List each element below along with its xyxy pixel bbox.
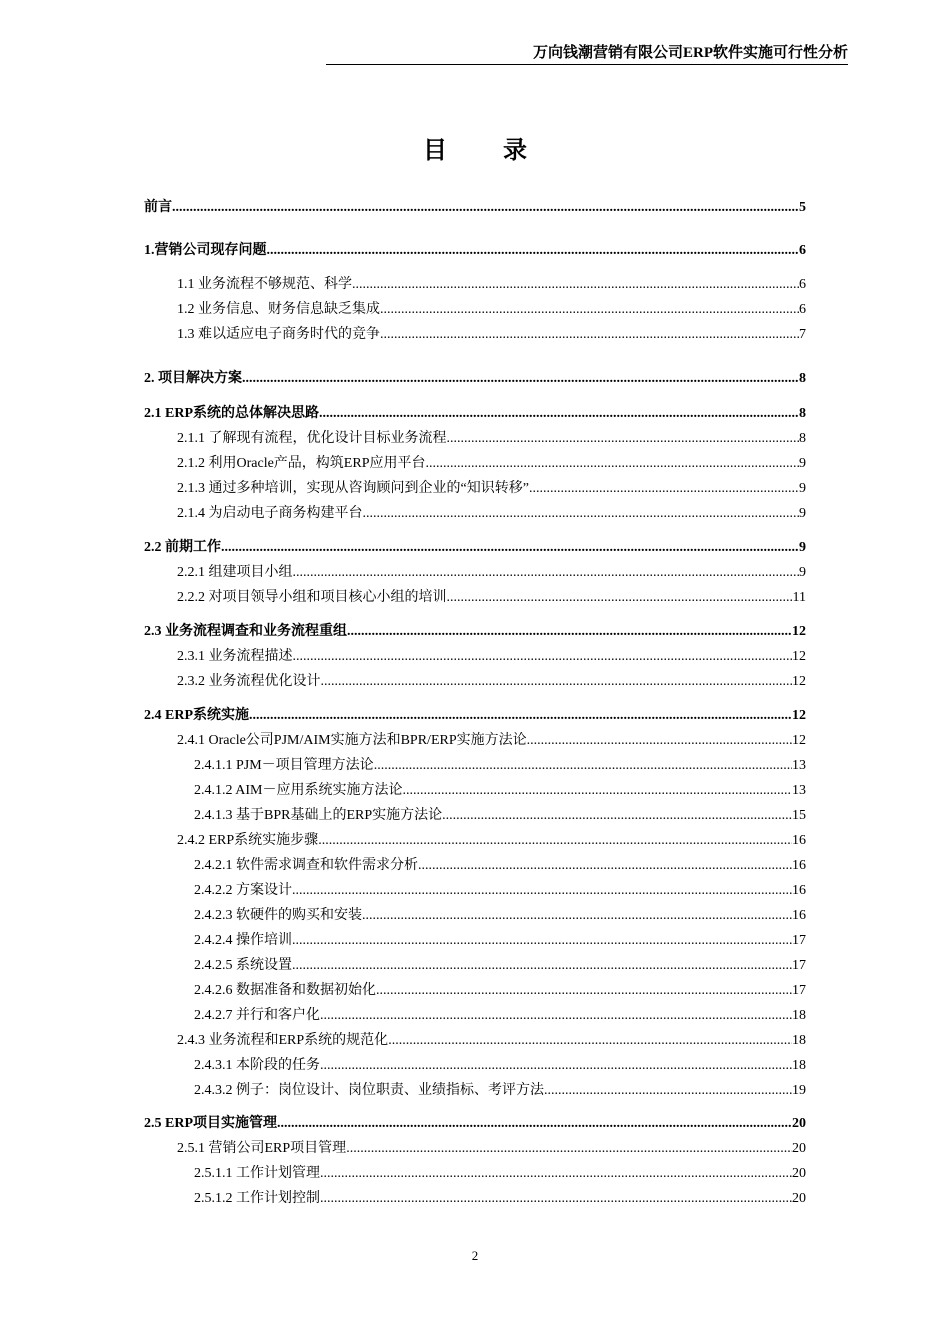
toc-entry[interactable]: [194, 906, 806, 926]
toc-entry[interactable]: [177, 731, 806, 751]
toc-entry[interactable]: [177, 831, 806, 851]
toc-entry-title: 2.5.1 营销公司ERP项目管理: [177, 1141, 347, 1156]
toc-entry[interactable]: [177, 504, 806, 524]
toc-entry-title: 2.3 业务流程调查和业务流程重组: [144, 624, 347, 639]
toc-leader-dots: [352, 275, 799, 295]
toc-leader-dots: [363, 504, 800, 524]
toc-entry-title: 2.4.2.6 数据准备和数据初始化: [194, 983, 376, 998]
running-header: 万向钱潮营销有限公司ERP软件实施可行性分析: [326, 44, 848, 65]
toc-entry-title: 2.1.3 通过多种培训，实现从咨询顾问到企业的“知识转移”: [177, 481, 529, 496]
toc-leader-dots: [320, 1164, 792, 1184]
toc-entry[interactable]: [194, 756, 806, 776]
toc-leader-dots: [447, 588, 793, 608]
toc-leader-dots: [527, 731, 792, 751]
toc-entry-page: 16: [792, 833, 806, 848]
toc-leader-dots: [442, 806, 792, 826]
toc-entry-title: 2.4.3.1 本阶段的任务: [194, 1058, 320, 1073]
toc-entry-title: 2.2.2 对项目领导小组和项目核心小组的培训: [177, 590, 447, 605]
toc-entry-page: 20: [792, 1166, 806, 1181]
toc-entry-page: 12: [792, 733, 806, 748]
toc-entry-page: 18: [792, 1058, 806, 1073]
toc-entry-page: 8: [799, 371, 806, 386]
toc-leader-dots: [418, 856, 792, 876]
toc-entry-page: 20: [792, 1116, 806, 1131]
toc-entry[interactable]: [177, 647, 806, 667]
toc-leader-dots: [320, 1006, 792, 1026]
toc-entry-page: 13: [792, 758, 806, 773]
toc-entry-page: 18: [792, 1008, 806, 1023]
toc-entry[interactable]: [177, 479, 806, 499]
toc-leader-dots: [319, 404, 799, 424]
toc-entry[interactable]: [177, 454, 806, 474]
toc-entry-page: 17: [792, 933, 806, 948]
toc-entry-page: 6: [799, 302, 806, 317]
toc-leader-dots: [544, 1081, 792, 1101]
toc-entry-page: 20: [792, 1141, 806, 1156]
toc-entry-page: 12: [792, 624, 806, 639]
toc-entry-title: 2.5 ERP项目实施管理: [144, 1116, 277, 1131]
toc-leader-dots: [374, 756, 792, 776]
toc-entry-title: 前言: [144, 200, 172, 215]
toc-entry[interactable]: [177, 588, 806, 608]
toc-entry-page: 16: [792, 883, 806, 898]
toc-leader-dots: [277, 1114, 792, 1134]
toc-entry[interactable]: [194, 1164, 806, 1184]
page-number: 2: [471, 1248, 479, 1263]
toc-leader-dots: [346, 1139, 792, 1159]
toc-leader-dots: [529, 479, 799, 499]
toc-leader-dots: [318, 831, 792, 851]
toc-entry[interactable]: [194, 1081, 806, 1101]
toc-leader-dots: [320, 1056, 792, 1076]
toc-entry-page: 9: [799, 565, 806, 580]
toc-leader-dots: [221, 538, 799, 558]
toc-entry[interactable]: [194, 856, 806, 876]
toc-entry-title: 2.4.1 Oracle公司PJM/AIM实施方法和BPR/ERP实施方法论: [177, 733, 527, 748]
toc-entry[interactable]: [177, 1031, 806, 1051]
toc-entry[interactable]: [194, 931, 806, 951]
toc-entry-page: 12: [792, 674, 806, 689]
toc-entry-page: 9: [799, 481, 806, 496]
toc-entry-page: 19: [792, 1083, 806, 1098]
toc-entry-title: 2.4 ERP系统实施: [144, 708, 249, 723]
toc-entry[interactable]: [177, 429, 806, 449]
toc-entry-page: 16: [792, 908, 806, 923]
toc-entry-title: 1.3 难以适应电子商务时代的竞争: [177, 327, 380, 342]
toc-leader-dots: [447, 429, 800, 449]
toc-entry-page: 17: [792, 958, 806, 973]
toc-entry-title: 2.4.2.4 操作培训: [194, 933, 292, 948]
toc-entry-title: 2.4.1.2 AIM－应用系统实施方法论: [194, 783, 403, 798]
toc-entry-title: 2.3.2 业务流程优化设计: [177, 674, 321, 689]
toc-leader-dots: [380, 300, 799, 320]
toc-leader-dots: [293, 563, 800, 583]
toc-entry[interactable]: [144, 404, 806, 424]
toc-entry-title: 2.4.3.2 例子：岗位设计、岗位职责、业绩指标、考评方法: [194, 1083, 544, 1098]
toc-entry-title: 2.1.4 为启动电子商务构建平台: [177, 506, 363, 521]
toc-entry[interactable]: [194, 956, 806, 976]
toc-entry-title: 2.1 ERP系统的总体解决思路: [144, 406, 319, 421]
toc-leader-dots: [320, 1189, 792, 1209]
toc-entry[interactable]: [177, 275, 806, 295]
toc-leader-dots: [380, 325, 799, 345]
toc-entry-title: 2.4.2 ERP系统实施步骤: [177, 833, 319, 848]
toc-entry[interactable]: [194, 981, 806, 1001]
toc-entry-title: 2.4.2.7 并行和客户化: [194, 1008, 320, 1023]
toc-entry-page: 6: [799, 277, 806, 292]
toc-leader-dots: [292, 881, 792, 901]
toc-leader-dots: [293, 647, 793, 667]
toc-leader-dots: [362, 906, 792, 926]
toc-entry-page: 16: [792, 858, 806, 873]
toc-entry-page: 12: [792, 649, 806, 664]
toc-entry-page: 15: [792, 808, 806, 823]
toc-leader-dots: [321, 672, 793, 692]
toc-entry-page: 8: [799, 406, 806, 421]
toc-entry-page: 9: [799, 456, 806, 471]
toc-entry-title: 2.5.1.1 工作计划管理: [194, 1166, 320, 1181]
toc-leader-dots: [347, 622, 792, 642]
toc-entry[interactable]: [144, 241, 806, 261]
toc-entry-page: 9: [799, 540, 806, 555]
toc-leader-dots: [402, 781, 792, 801]
toc-leader-dots: [292, 931, 792, 951]
toc-entry-title: 2.5.1.2 工作计划控制: [194, 1191, 320, 1206]
toc-leader-dots: [388, 1031, 792, 1051]
page-title: 目录: [423, 138, 583, 164]
toc-entry[interactable]: [177, 325, 806, 345]
toc-entry[interactable]: [144, 198, 806, 218]
toc-leader-dots: [242, 369, 799, 389]
toc-entry-title: 2.4.2.2 方案设计: [194, 883, 292, 898]
toc-entry-title: 2.4.2.5 系统设置: [194, 958, 292, 973]
toc-leader-dots: [292, 956, 792, 976]
toc-entry-page: 7: [799, 327, 806, 342]
toc-entry-title: 1.1 业务流程不够规范、科学: [177, 277, 352, 292]
toc-entry-title: 2.2 前期工作: [144, 540, 221, 555]
toc-leader-dots: [249, 706, 792, 726]
toc-entry[interactable]: [194, 881, 806, 901]
toc-entry-title: 2.1.1 了解现有流程，优化设计目标业务流程: [177, 431, 447, 446]
toc-entry-title: 2.4.1.1 PJM－项目管理方法论: [194, 758, 374, 773]
toc-leader-dots: [267, 241, 800, 261]
toc-entry-title: 2.4.3 业务流程和ERP系统的规范化: [177, 1033, 389, 1048]
toc-entry-page: 18: [792, 1033, 806, 1048]
toc-entry-title: 1.营销公司现存问题: [144, 243, 267, 258]
toc-entry[interactable]: [194, 1189, 806, 1209]
toc-entry-title: 2.4.2.1 软件需求调查和软件需求分析: [194, 858, 418, 873]
toc-entry[interactable]: [177, 563, 806, 583]
toc-entry[interactable]: [177, 300, 806, 320]
toc-entry-page: 9: [799, 506, 806, 521]
toc-entry-page: 11: [792, 590, 806, 605]
toc-entry-page: 17: [792, 983, 806, 998]
toc-entry-title: 2.4.2.3 软硬件的购买和安装: [194, 908, 362, 923]
toc-entry[interactable]: [144, 1114, 806, 1134]
toc-entry[interactable]: [177, 1139, 806, 1159]
toc-entry-title: 2.1.2 利用Oracle产品，构筑ERP应用平台: [177, 456, 426, 471]
toc-entry[interactable]: [144, 622, 806, 642]
toc-entry-page: 8: [799, 431, 806, 446]
toc-entry[interactable]: [144, 706, 806, 726]
toc-entry-page: 12: [792, 708, 806, 723]
toc-entry-title: 2. 项目解决方案: [144, 371, 242, 386]
toc-entry[interactable]: [194, 1056, 806, 1076]
toc-leader-dots: [376, 981, 792, 1001]
toc-entry[interactable]: [194, 806, 806, 826]
toc-entry-title: 1.2 业务信息、财务信息缺乏集成: [177, 302, 380, 317]
toc-leader-dots: [425, 454, 799, 474]
toc-entry[interactable]: [144, 538, 806, 558]
toc-entry-page: 5: [799, 200, 806, 215]
toc-entry[interactable]: [177, 672, 806, 692]
toc-entry-page: 6: [799, 243, 806, 258]
toc-entry[interactable]: [194, 1006, 806, 1026]
toc-leader-dots: [172, 198, 799, 218]
toc-entry[interactable]: [144, 369, 806, 389]
toc-entry-page: 13: [792, 783, 806, 798]
toc-entry-title: 2.2.1 组建项目小组: [177, 565, 293, 580]
toc-entry-title: 2.4.1.3 基于BPR基础上的ERP实施方法论: [194, 808, 443, 823]
toc-entry[interactable]: [194, 781, 806, 801]
toc-entry-title: 2.3.1 业务流程描述: [177, 649, 293, 664]
toc-entry-page: 20: [792, 1191, 806, 1206]
